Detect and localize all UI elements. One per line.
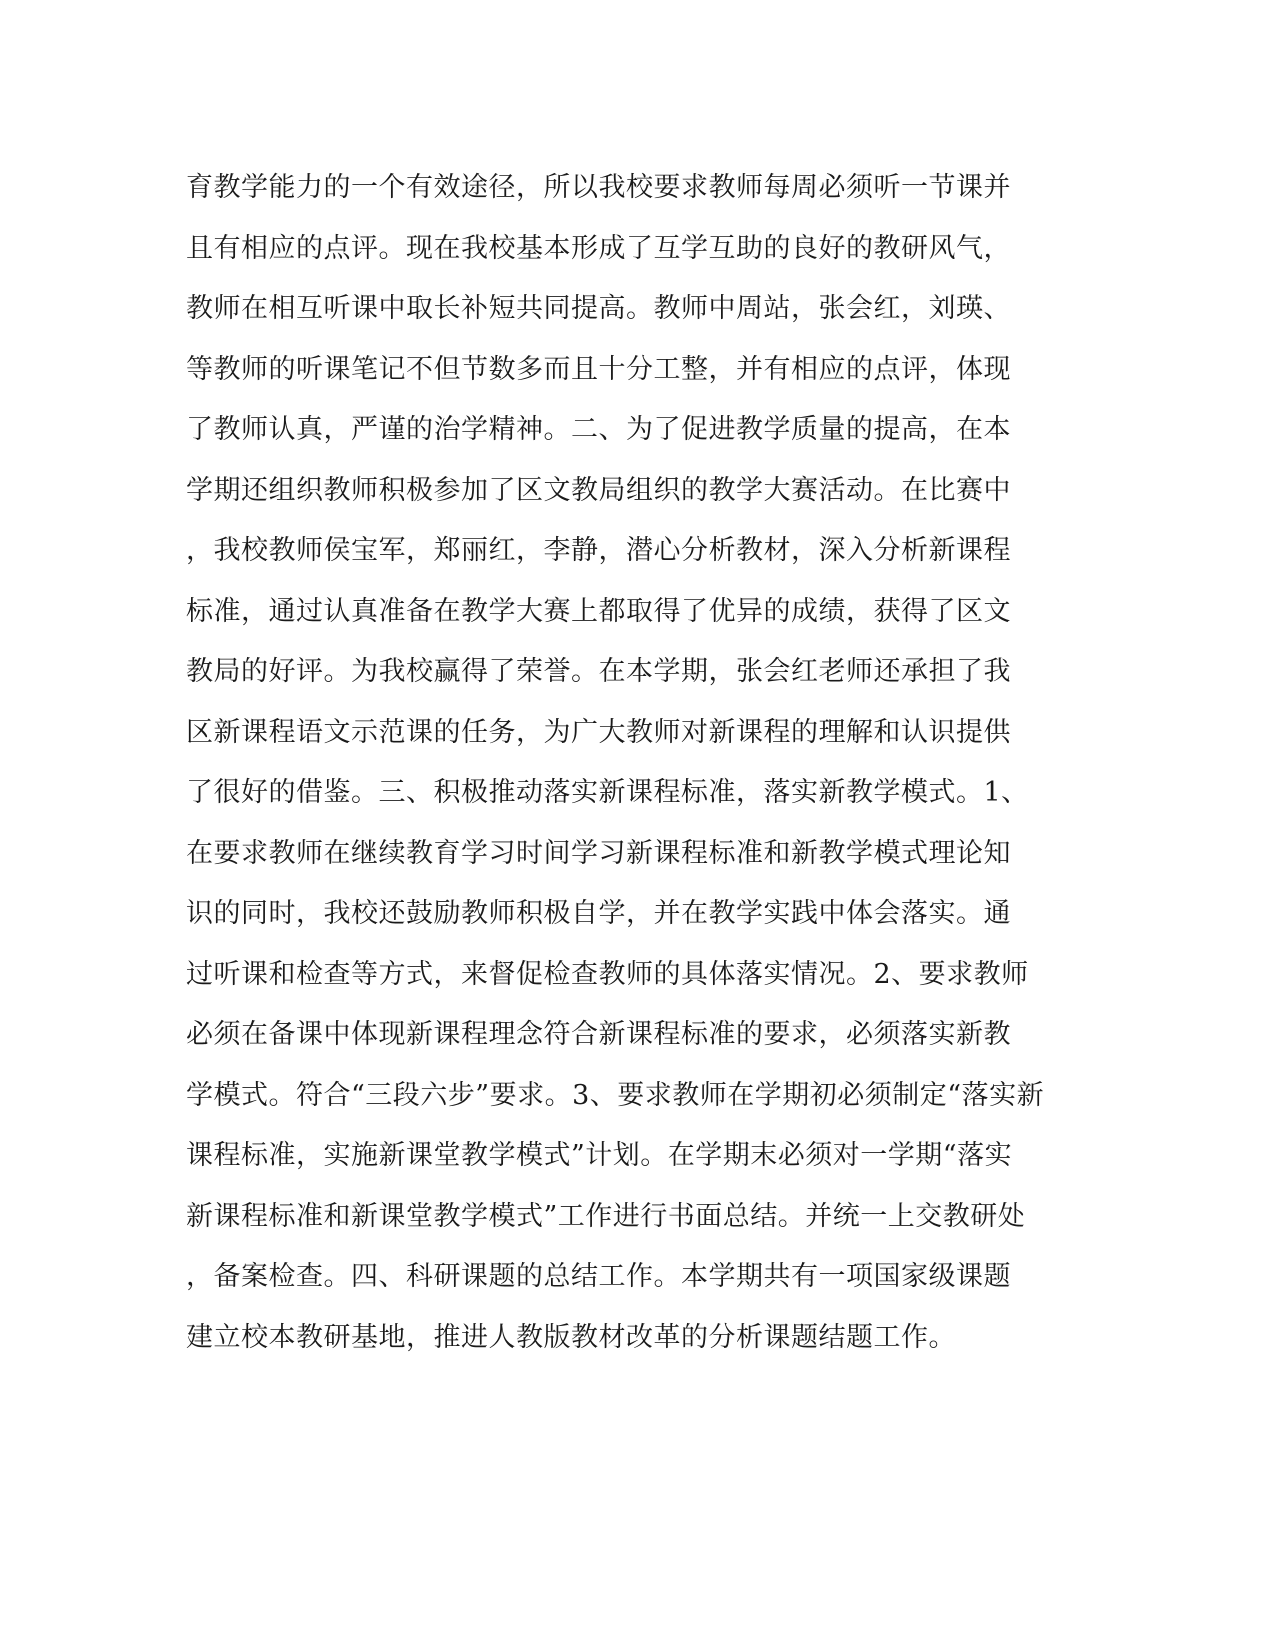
text-line: ，我校教师侯宝军，郑丽红，李静，潜心分析教材，深入分析新课程 <box>186 535 1011 566</box>
text-line: 在要求教师在继续教育学习时间学习新课程标准和新教学模式理论知 <box>186 837 1011 869</box>
text-line: 过听课和检查等方式，来督促检查教师的具体落实情况。2、要求教师 <box>186 958 1029 990</box>
body-text <box>186 158 1086 1368</box>
text-line: 区新课程语文示范课的任务，为广大教师对新课程的理解和认识提供 <box>186 716 1011 748</box>
text-line: 学模式。符合“三段六步”要求。3、要求教师在学期初必须制定“落实新 <box>186 1079 1045 1111</box>
text-line: 且有相应的点评。现在我校基本形成了互学互助的良好的教研风气， <box>186 232 1011 264</box>
text-line: 新课程标准和新课堂教学模式”工作进行书面总结。并统一上交教研处 <box>186 1200 1026 1232</box>
text-line: 必须在备课中体现新课程理念符合新课程标准的要求，必须落实新教 <box>186 1019 1011 1050</box>
text-line: 等教师的听课笔记不但节数多而且十分工整，并有相应的点评，体现 <box>186 353 1011 385</box>
text-line: 学期还组织教师积极参加了区文教局组织的教学大赛活动。在比赛中 <box>186 474 1011 506</box>
text-line: 教局的好评。为我校赢得了荣誉。在本学期，张会红老师还承担了我 <box>186 656 1011 687</box>
text-line: 了教师认真，严谨的治学精神。二、为了促进教学质量的提高，在本 <box>186 414 1011 445</box>
text-line: 育教学能力的一个有效途径，所以我校要求教师每周必须听一节课并 <box>186 172 1011 203</box>
text-line: ，备案检查。四、科研课题的总结工作。本学期共有一项国家级课题 <box>186 1261 1011 1292</box>
text-line: 识的同时，我校还鼓励教师积极自学，并在教学实践中体会落实。通 <box>186 898 1011 929</box>
text-line: 课程标准，实施新课堂教学模式”计划。在学期末必须对一学期“落实 <box>186 1140 1013 1171</box>
text-line: 建立校本教研基地，推进人教版教材改革的分析课题结题工作。 <box>186 1321 956 1353</box>
text-line: 了很好的借鉴。三、积极推动落实新课程标准，落实新教学模式。1、 <box>186 777 1029 808</box>
text-line: 教师在相互听课中取长补短共同提高。教师中周站，张会红，刘瑛、 <box>186 293 1011 324</box>
text-line: 标准，通过认真准备在教学大赛上都取得了优异的成绩，获得了区文 <box>186 595 1011 627</box>
